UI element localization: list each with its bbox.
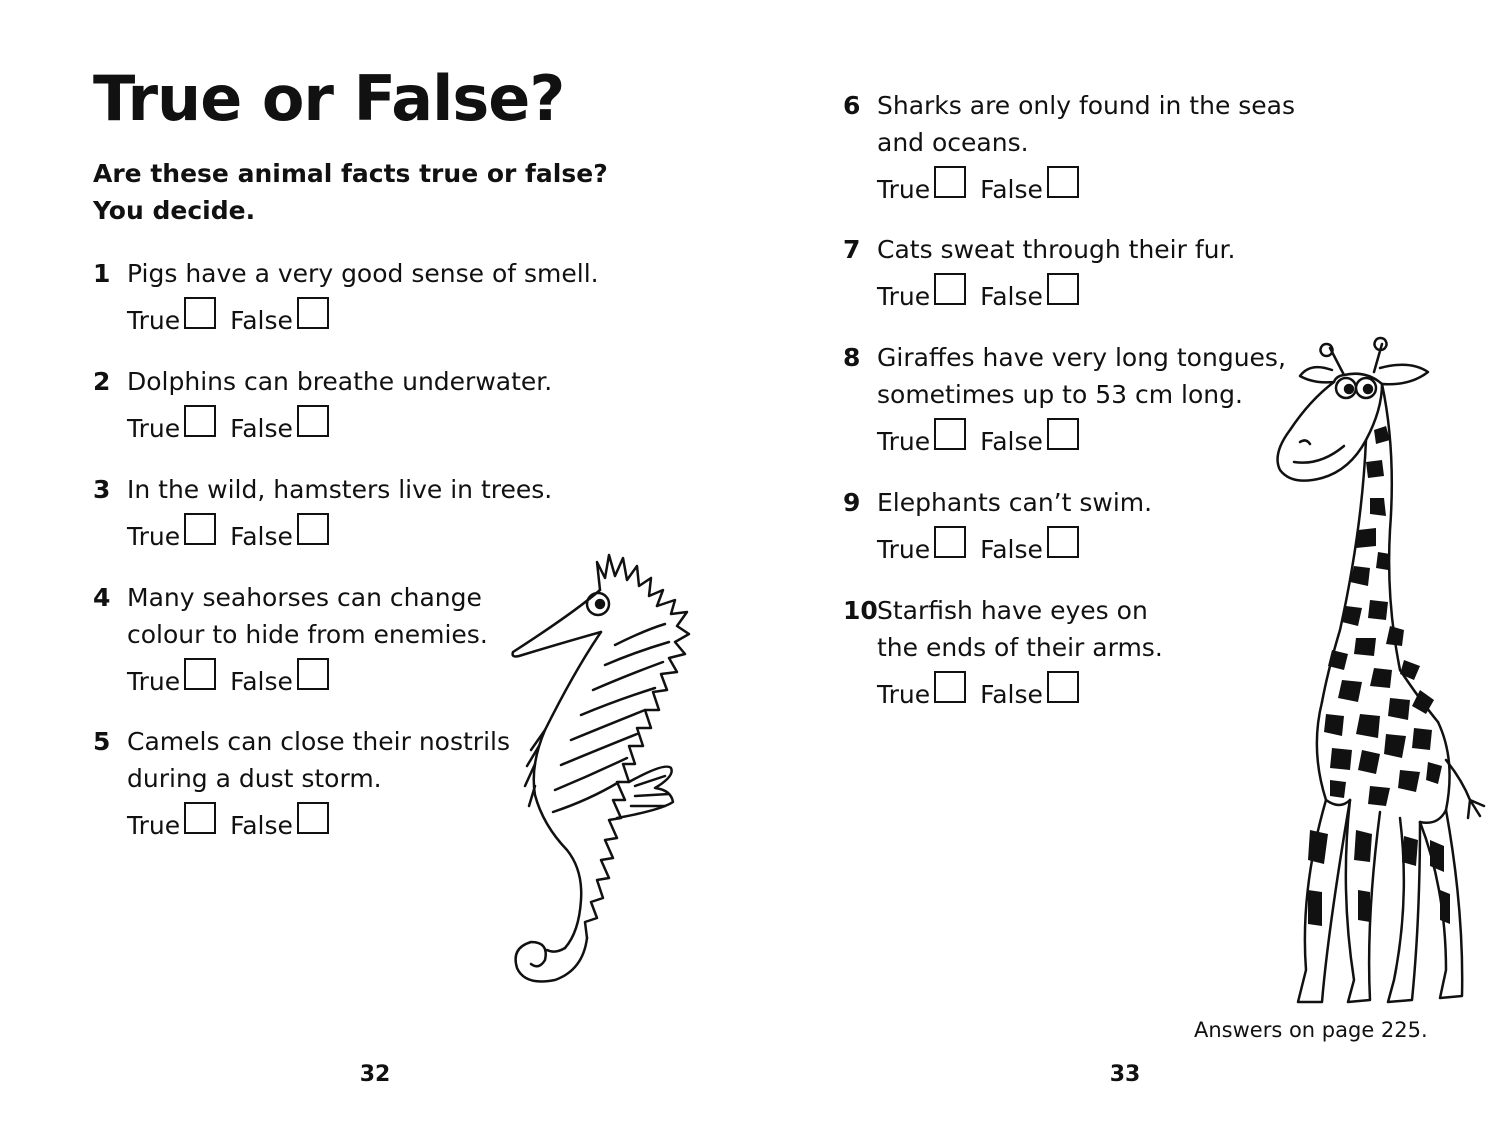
true-checkbox[interactable] — [934, 526, 966, 558]
true-label: True — [127, 667, 181, 696]
true-checkbox[interactable] — [934, 671, 966, 703]
question-text: sometimes up to 53 cm long. — [877, 380, 1243, 409]
true-checkbox[interactable] — [184, 513, 216, 545]
false-label: False — [980, 535, 1043, 564]
question-number: 5 — [93, 727, 111, 756]
answer-options — [877, 416, 1286, 456]
answer-options — [127, 295, 599, 335]
false-checkbox[interactable] — [1047, 273, 1079, 305]
true-checkbox[interactable] — [184, 405, 216, 437]
false-checkbox[interactable] — [297, 297, 329, 329]
question-8 — [843, 339, 1286, 456]
false-label: False — [230, 667, 293, 696]
page-number: 33 — [1109, 1062, 1141, 1087]
question-text: Cats sweat through their fur. — [877, 235, 1236, 264]
true-label: True — [127, 811, 181, 840]
question-text: Dolphins can breathe underwater. — [127, 367, 553, 396]
false-label: False — [980, 282, 1043, 311]
page-title: True or False? — [93, 62, 565, 135]
false-checkbox[interactable] — [297, 405, 329, 437]
false-checkbox[interactable] — [297, 802, 329, 834]
question-number: 7 — [843, 235, 861, 264]
true-label: True — [877, 175, 931, 204]
answer-options — [127, 511, 552, 551]
false-label: False — [980, 175, 1043, 204]
question-number: 8 — [843, 343, 861, 372]
question-3 — [93, 471, 552, 551]
answers-note: Answers on page 225. — [1194, 1018, 1428, 1042]
false-checkbox[interactable] — [297, 658, 329, 690]
answer-options — [127, 656, 488, 696]
answer-options — [127, 800, 510, 840]
right-page — [750, 0, 1500, 1137]
question-number: 10 — [843, 596, 878, 625]
giraffe-illustration — [1270, 330, 1490, 1010]
question-text: Elephants can’t swim. — [877, 488, 1153, 517]
instructions-line: Are these animal facts true or false? — [93, 159, 608, 188]
question-1 — [93, 255, 599, 335]
page-number: 32 — [359, 1062, 391, 1087]
instructions-line: You decide. — [93, 196, 256, 225]
false-checkbox[interactable] — [1047, 166, 1079, 198]
question-number: 4 — [93, 583, 111, 612]
true-label: True — [127, 414, 181, 443]
true-label: True — [127, 306, 181, 335]
true-checkbox[interactable] — [184, 658, 216, 690]
false-checkbox[interactable] — [1047, 418, 1079, 450]
false-checkbox[interactable] — [297, 513, 329, 545]
false-label: False — [230, 811, 293, 840]
question-text: during a dust storm. — [127, 764, 382, 793]
true-checkbox[interactable] — [934, 273, 966, 305]
answer-options — [877, 164, 1295, 204]
true-checkbox[interactable] — [184, 802, 216, 834]
question-10 — [843, 592, 1163, 709]
question-7 — [843, 231, 1235, 311]
false-checkbox[interactable] — [1047, 671, 1079, 703]
question-text: Many seahorses can change — [127, 583, 482, 612]
question-2 — [93, 363, 552, 443]
question-text: Camels can close their nostrils — [127, 727, 510, 756]
true-label: True — [877, 680, 931, 709]
false-label: False — [230, 414, 293, 443]
true-label: True — [127, 522, 181, 551]
question-text: Starfish have eyes on — [877, 596, 1148, 625]
question-text: the ends of their arms. — [877, 633, 1163, 662]
true-checkbox[interactable] — [184, 297, 216, 329]
question-number: 6 — [843, 91, 861, 120]
question-text: Sharks are only found in the seas — [877, 91, 1296, 120]
true-checkbox[interactable] — [934, 166, 966, 198]
question-text: and oceans. — [877, 128, 1029, 157]
answer-options — [877, 524, 1152, 564]
question-6 — [843, 87, 1295, 204]
question-9 — [843, 484, 1152, 564]
false-checkbox[interactable] — [1047, 526, 1079, 558]
question-number: 9 — [843, 488, 861, 517]
question-4 — [93, 579, 488, 696]
answer-options — [877, 669, 1163, 709]
seahorse-illustration — [505, 550, 695, 995]
true-label: True — [877, 535, 931, 564]
question-text: In the wild, hamsters live in trees. — [127, 475, 553, 504]
question-number: 2 — [93, 367, 111, 396]
false-label: False — [230, 306, 293, 335]
false-label: False — [230, 522, 293, 551]
question-text: colour to hide from enemies. — [127, 620, 488, 649]
true-label: True — [877, 282, 931, 311]
answer-options — [877, 271, 1235, 311]
question-text: Giraffes have very long tongues, — [877, 343, 1286, 372]
question-5 — [93, 723, 510, 840]
answer-options — [127, 403, 552, 443]
question-number: 1 — [93, 259, 111, 288]
question-number: 3 — [93, 475, 111, 504]
false-label: False — [980, 427, 1043, 456]
question-text: Pigs have a very good sense of smell. — [127, 259, 599, 288]
true-label: True — [877, 427, 931, 456]
true-checkbox[interactable] — [934, 418, 966, 450]
false-label: False — [980, 680, 1043, 709]
instructions — [93, 155, 608, 229]
